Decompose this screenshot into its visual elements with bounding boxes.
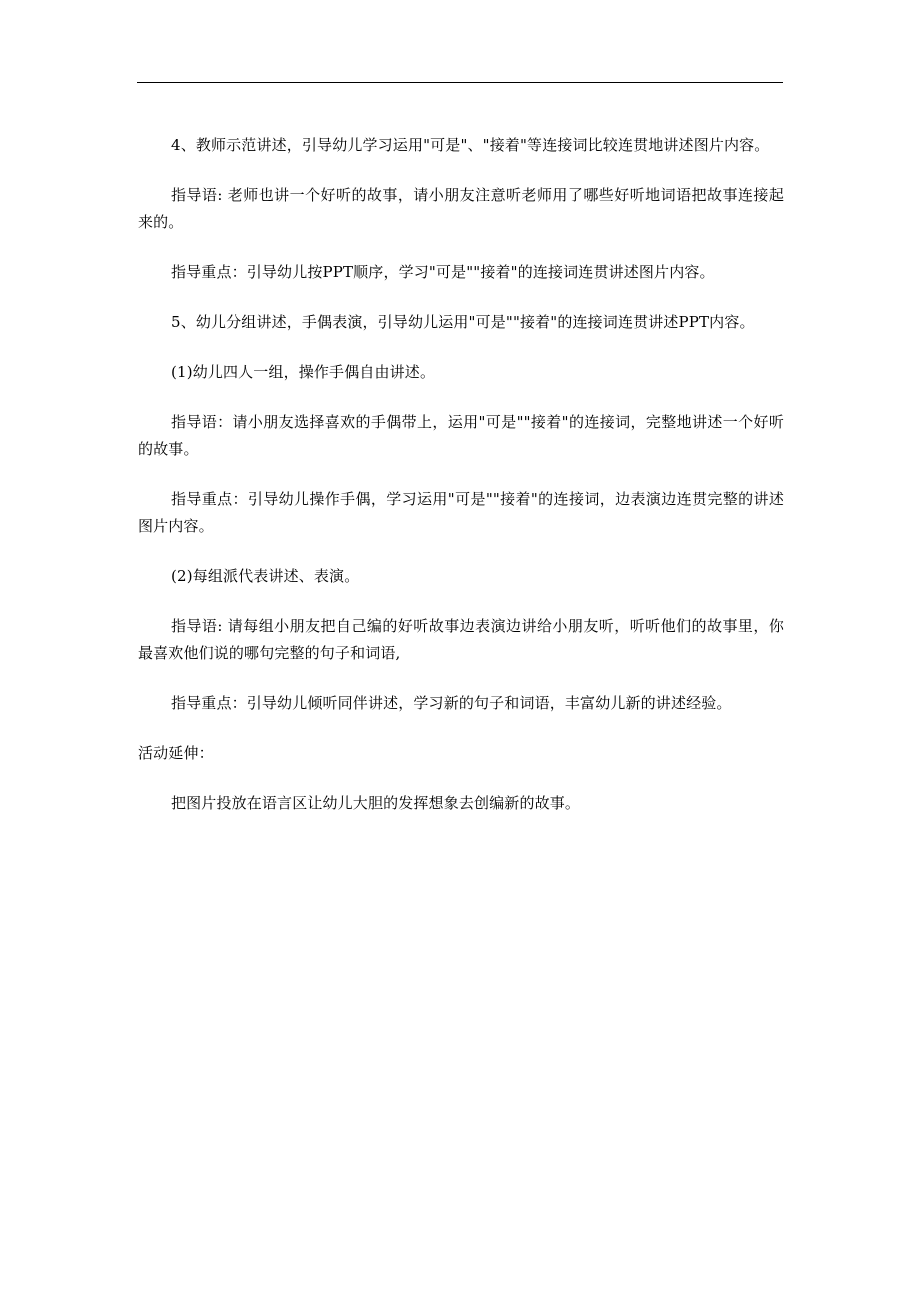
- paragraph-guide-words-3: 指导语: 请每组小朋友把自己编的好听故事边表演边讲给小朋友听，听听他们的故事里，你最喜欢他们说的哪句完整的句子和词语,: [138, 617, 784, 662]
- paragraph-guide-focus-1: 指导重点：引导幼儿按PPT顺序，学习"可是""接着"的连接词连贯讲述图片内容。: [171, 263, 715, 281]
- paragraph-step-4: 4、教师示范讲述，引导幼儿学习运用"可是"、"接着"等连接词比较连贯地讲述图片内容。: [171, 136, 770, 154]
- paragraph-step-5: 5、幼儿分组讲述，手偶表演，引导幼儿运用"可是""接着"的连接词连贯讲述PPT内容。: [171, 313, 755, 331]
- header-rule: [137, 82, 783, 83]
- paragraph-guide-focus-2: 指导重点：引导幼儿操作手偶，学习运用"可是""接着"的连接词，边表演边连贯完整的讲述图片内容。: [138, 490, 784, 535]
- paragraph-substep-1: (1)幼儿四人一组，操作手偶自由讲述。: [171, 363, 436, 381]
- paragraph-guide-focus-3: 指导重点：引导幼儿倾听同伴讲述，学习新的句子和词语，丰富幼儿新的讲述经验。: [171, 694, 732, 712]
- paragraph-guide-words-1: 指导语: 老师也讲一个好听的故事，请小朋友注意听老师用了哪些好听地词语把故事连接起来的。: [138, 186, 784, 231]
- paragraph-guide-words-2: 指导语：请小朋友选择喜欢的手偶带上，运用"可是""接着"的连接词，完整地讲述一个好听的故事。: [138, 413, 784, 458]
- paragraph-substep-2: (2)每组派代表讲述、表演。: [171, 567, 360, 585]
- section-heading-extension: 活动延伸：: [138, 744, 214, 762]
- document-body: [138, 132, 784, 840]
- paragraph-extension: 把图片投放在语言区让幼儿大胆的发挥想象去创编新的故事。: [171, 794, 581, 812]
